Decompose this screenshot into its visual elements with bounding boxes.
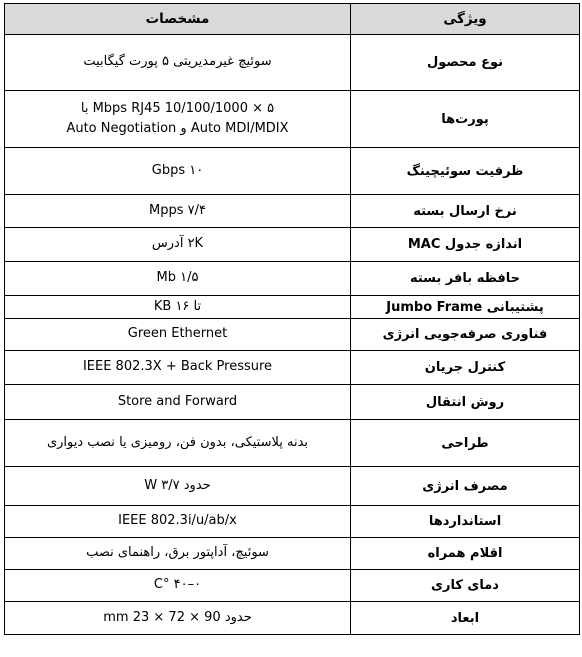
value-line: ۵ × 10/100/1000 Mbps RJ45 با: [80, 100, 275, 116]
feature-cell: اندازه جدول MAC: [351, 228, 580, 262]
value-line: ۲K آدرس: [151, 236, 204, 252]
table-row: [5, 506, 580, 538]
value-line: ۰–۴۰ °C: [153, 577, 202, 593]
feature-cell: ابعاد: [351, 602, 580, 635]
feature-cell: پشتیبانی Jumbo Frame: [351, 296, 580, 319]
table-row: [5, 467, 580, 506]
value-cell: [5, 506, 351, 538]
value-line: حدود 90 × 72 × 23 mm: [103, 609, 252, 625]
feature-cell: نوع محصول: [351, 35, 580, 91]
value-line: ۱۰ Gbps: [151, 162, 204, 178]
value-line: Auto MDI/MDIX و Auto Negotiation: [66, 121, 289, 136]
table-row: [5, 262, 580, 296]
value-cell: [5, 385, 351, 420]
table-row: [5, 538, 580, 570]
value-line: بدنه پلاستیکی، بدون فن، رومیزی یا نصب دیواری: [46, 434, 309, 450]
header-feature: ویژگی: [351, 4, 580, 35]
value-cell: [5, 148, 351, 195]
value-line: IEEE 802.3i/u/ab/x: [118, 513, 237, 529]
value-line: ۷/۴ Mpps: [149, 202, 206, 218]
table-row: [5, 570, 580, 602]
value-line: ۱/۵ Mb: [156, 270, 199, 286]
value-line: IEEE 802.3X + Back Pressure: [82, 359, 273, 375]
feature-cell: کنترل جریان: [351, 351, 580, 385]
table-row: [5, 319, 580, 351]
value-cell: [5, 319, 351, 351]
feature-cell: ظرفیت سوئیچینگ: [351, 148, 580, 195]
value-cell: [5, 467, 351, 506]
value-cell: [5, 91, 351, 148]
feature-cell: روش انتقال: [351, 385, 580, 420]
value-cell: [5, 570, 351, 602]
table-header-row: [5, 4, 580, 35]
table-row: [5, 148, 580, 195]
table-row: [5, 351, 580, 385]
table-row: [5, 91, 580, 148]
feature-cell: حافظه بافر بسته: [351, 262, 580, 296]
value-line: سوئیچ غیرمدیریتی ۵ پورت گیگابیت: [83, 54, 272, 70]
value-cell: [5, 228, 351, 262]
spec-table: [4, 3, 580, 635]
value-cell: [5, 538, 351, 570]
table-row: [5, 602, 580, 635]
feature-cell: نرخ ارسال بسته: [351, 195, 580, 228]
table-row: [5, 195, 580, 228]
value-line: سوئیچ، آداپتور برق، راهنمای نصب: [86, 545, 269, 561]
table-row: [5, 420, 580, 467]
value-cell: [5, 35, 351, 91]
feature-cell: استانداردها: [351, 506, 580, 538]
value-cell: [5, 262, 351, 296]
value-cell: [5, 296, 351, 319]
value-line: Store and Forward: [117, 393, 238, 409]
feature-cell: مصرف انرژی: [351, 467, 580, 506]
header-spec: مشخصات: [5, 4, 351, 35]
feature-cell: طراحی: [351, 420, 580, 467]
feature-cell: دمای کاری: [351, 570, 580, 602]
value-cell: [5, 195, 351, 228]
table-row: [5, 385, 580, 420]
feature-cell: پورت‌ها: [351, 91, 580, 148]
value-line: Green Ethernet: [127, 326, 228, 342]
value-cell: [5, 420, 351, 467]
table-row: [5, 228, 580, 262]
table-row: [5, 296, 580, 319]
value-cell: [5, 602, 351, 635]
value-cell: [5, 351, 351, 385]
table-row: [5, 35, 580, 91]
value-line: تا ۱۶ KB: [153, 298, 202, 314]
value-line: حدود ۳/۷ W: [144, 477, 211, 493]
feature-cell: فناوری صرفه‌جویی انرژی: [351, 319, 580, 351]
feature-cell: اقلام همراه: [351, 538, 580, 570]
